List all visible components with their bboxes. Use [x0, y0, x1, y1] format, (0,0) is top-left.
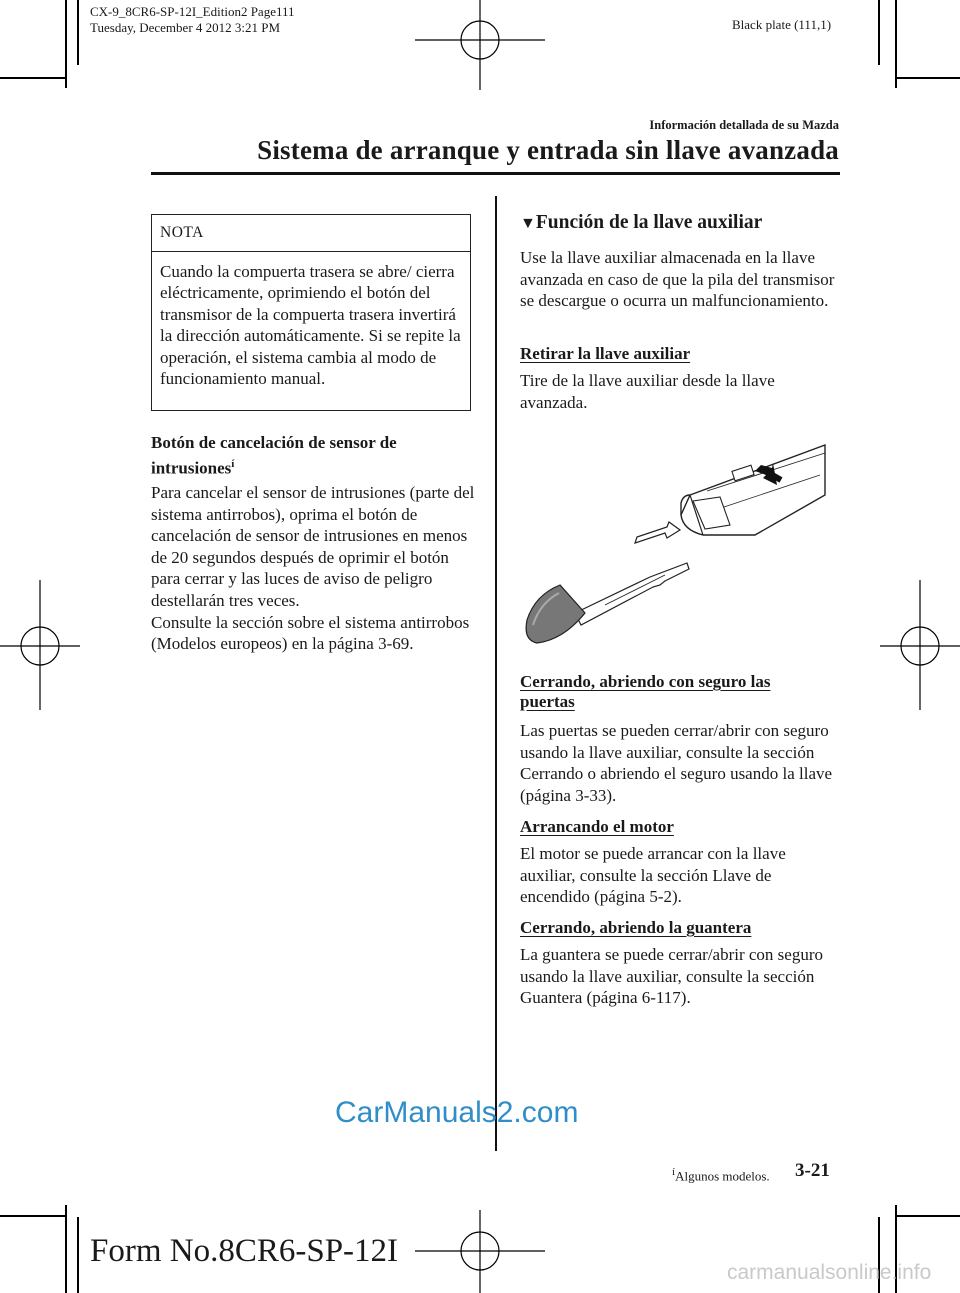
doors-text: Las puertas se pueden cerrar/abrir con seguro usando la llave auxiliar, consulte la sección Cerrando o abriendo el seguro usando la llave (página 3-33).	[520, 721, 833, 805]
note-box	[151, 214, 471, 411]
header-rule	[151, 172, 840, 175]
section-title: Sistema de arranque y entrada sin llave avanzada	[257, 135, 839, 165]
subheading-remove-key: Retirar la llave auxiliar	[520, 344, 691, 363]
subheading-doors-line1: Cerrando, abriendo con seguro las	[520, 672, 771, 691]
asterisk-mark: í	[231, 457, 235, 470]
subheading-engine: Arrancando el motor	[520, 817, 674, 836]
page-number: 3-21	[795, 1160, 830, 1181]
note-label: NOTA	[152, 215, 470, 252]
right-heading	[520, 212, 762, 234]
subheading-doors-line2: puertas	[520, 692, 575, 711]
registration-mark-top	[415, 0, 545, 90]
watermark-carmanualsonline: carmanualsonline.info	[727, 1261, 932, 1284]
column-divider	[495, 196, 497, 1151]
registration-mark-left	[0, 580, 80, 710]
engine-text: El motor se puede arrancar con la llave auxiliar, consulte la sección Llave de encendido (página 5-2).	[520, 844, 786, 907]
triangle-marker-icon: ▼	[520, 215, 536, 232]
registration-mark-right	[880, 580, 960, 710]
left-paragraph-1: Para cancelar el sensor de intrusiones (parte del sistema antirrobos), oprima el botón de cancelación de sensor de intrusiones en menos de 20 segundos después de oprimir el botón para cerrar y las luces de aviso de peligro destellarán tres veces.	[151, 483, 475, 610]
remove-key-text: Tire de la llave auxiliar desde la llave avanzada.	[520, 371, 775, 412]
subheading-doors	[520, 672, 770, 712]
section-subtitle: Información detallada de su Mazda	[649, 118, 839, 132]
glovebox-text: La guantera se puede cerrar/abrir con seguro usando la llave auxiliar, consulte la sección Guantera (página 6-117).	[520, 945, 824, 1008]
form-number: Form No.8CR6-SP-12I	[90, 1233, 399, 1269]
right-heading-text: Función de la llave auxiliar	[535, 212, 763, 233]
registration-mark-bottom	[415, 1210, 545, 1293]
left-paragraph-2: Consulte la sección sobre el sistema antirrobos (Modelos europeos) en la página 3-69.	[151, 612, 470, 654]
right-intro: Use la llave auxiliar almacenada en la llave avanzada en caso de que la pila del transmisor se descargue o ocurra un malfuncionamiento.	[520, 248, 835, 311]
print-job-file: CX-9_8CR6-SP-12I_Edition2 Page111	[90, 4, 295, 19]
watermark-carmanuals2: CarManuals2.com	[335, 1096, 579, 1129]
note-text: Cuando la compuerta trasera se abre/ cierra eléctricamente, oprimiendo el botón del transmisor de la compuerta trasera invertirá la dirección automáticamente. Si se repite la operación, el sistema cambia al modo de funcionamiento manual.	[160, 262, 461, 389]
left-heading-line2: intrusiones	[151, 458, 232, 478]
footnote-text: Algunos modelos.	[675, 1168, 770, 1184]
footnote	[672, 1166, 770, 1184]
print-job-info	[90, 4, 295, 36]
left-body	[151, 482, 481, 655]
print-job-date: Tuesday, December 4 2012 3:21 PM	[90, 20, 281, 35]
left-heading-line1: Botón de cancelación de sensor de	[151, 433, 397, 452]
footnote-mark: í	[672, 1166, 676, 1178]
plate-label: Black plate (111,1)	[732, 17, 832, 32]
left-heading	[151, 432, 481, 479]
subheading-glovebox: Cerrando, abriendo la guantera	[520, 918, 752, 937]
auxiliary-key-illustration	[515, 435, 835, 660]
